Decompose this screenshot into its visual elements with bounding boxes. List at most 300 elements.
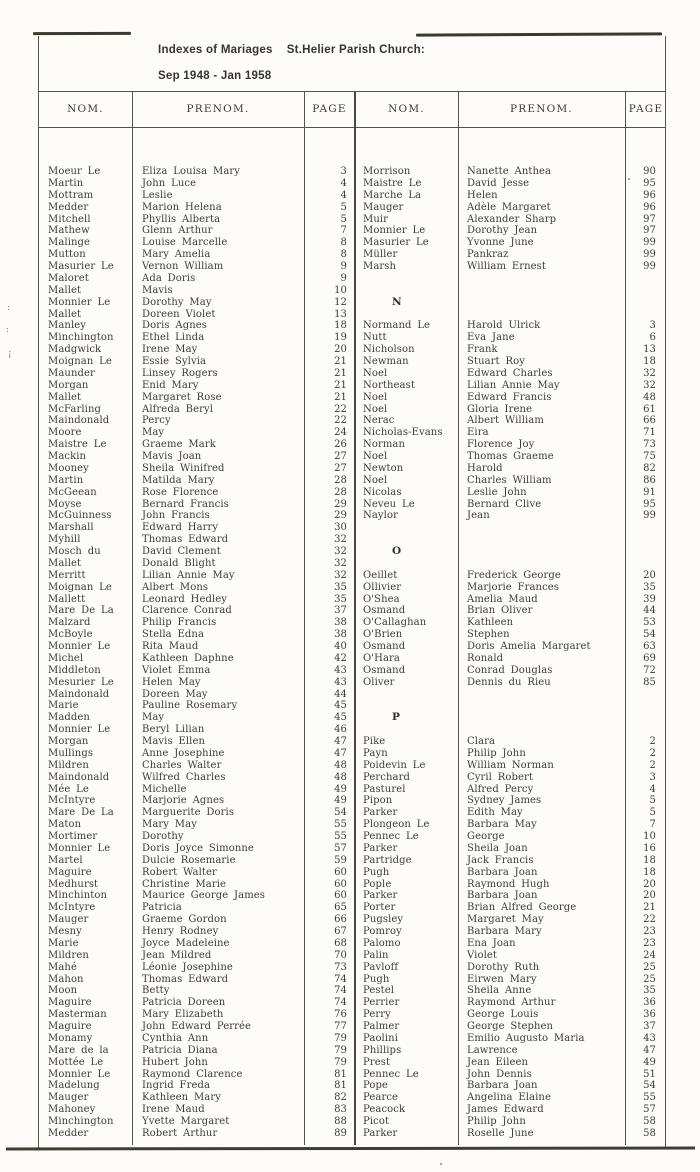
prenom-cell: Leslie: [142, 189, 173, 201]
section-letter: P: [392, 711, 401, 724]
page-cell: 44: [643, 605, 656, 617]
prenom-cell: Linsey Rogers: [142, 367, 218, 379]
table-row: [355, 760, 667, 772]
nom-cell: O'Callaghan: [363, 617, 427, 629]
nom-cell: Maistre Le: [363, 177, 422, 189]
page-cell: 81: [334, 1068, 347, 1080]
page-cell: 72: [643, 664, 656, 676]
table-row: [355, 1080, 667, 1092]
page-cell: 47: [334, 747, 347, 759]
table-row: [39, 629, 355, 641]
nom-cell: Mare De La: [48, 807, 114, 819]
prenom-cell: Albert Mons: [142, 581, 209, 593]
nom-cell: Mare De La: [48, 605, 114, 617]
table-row: [355, 249, 667, 261]
prenom-cell: George Louis: [467, 1009, 539, 1021]
section-letter: O: [392, 545, 403, 557]
nom-cell: Mutton: [48, 249, 86, 261]
nom-cell: Monamy: [48, 1032, 93, 1044]
prenom-cell: Dorothy: [142, 831, 184, 842]
nom-cell: Mullings: [48, 747, 94, 759]
nom-cell: Pipon: [363, 795, 393, 807]
prenom-cell: Wilfred Charles: [142, 771, 226, 783]
prenom-cell: Charles William: [467, 474, 552, 486]
nom-cell: Mottée Le: [48, 1056, 104, 1068]
page-cell: 5: [649, 795, 656, 807]
prenom-cell: Kathleen Daphne: [142, 652, 234, 664]
table-row: [39, 356, 355, 368]
nom-cell: Mahé: [48, 961, 77, 973]
prenom-cell: Alexander Sharp: [467, 213, 557, 225]
prenom-cell: Frederick George: [467, 569, 561, 581]
prenom-cell: Sydney James: [467, 795, 542, 807]
table-row: [355, 784, 667, 796]
table-row: [355, 653, 667, 665]
nom-cell: McFarling: [48, 403, 101, 415]
nom-cell: Oeillet: [363, 569, 398, 581]
table-row: [39, 510, 355, 522]
nom-cell: Normand Le: [363, 320, 431, 332]
nom-cell: Müller: [363, 249, 398, 261]
nom-cell: Moyse: [48, 498, 82, 510]
page-cell: 55: [334, 819, 347, 831]
prenom-cell: Patricia: [142, 902, 182, 914]
table-row: [355, 617, 667, 629]
page-cell: 66: [643, 415, 656, 427]
prenom-cell: Pankraz: [467, 249, 509, 261]
marriage-index-table: [38, 36, 666, 1148]
table-row: [355, 748, 667, 760]
table-row: [355, 1021, 667, 1033]
page-cell: 51: [643, 1068, 656, 1080]
prenom-cell: Charles Walter: [142, 759, 222, 771]
nom-cell: Noel: [363, 367, 388, 379]
prenom-cell: Doreen May: [142, 688, 208, 700]
table-row: [355, 938, 667, 950]
prenom-cell: Rose Florence: [142, 486, 219, 498]
page-cell: 29: [334, 510, 347, 522]
page-cell: 65: [334, 902, 347, 914]
page-title: [158, 44, 425, 56]
spacer-row: [355, 309, 667, 321]
nom-cell: Parker: [363, 890, 398, 902]
table-row: [39, 855, 355, 867]
nom-cell: McBoyle: [48, 629, 93, 641]
nom-cell: Malinge: [48, 237, 91, 249]
nom-cell: Madden: [48, 712, 90, 724]
scan-margin-mark: :: [6, 325, 10, 335]
prenom-cell: Yvonne June: [467, 237, 534, 249]
page-cell: 6: [649, 332, 656, 344]
page-cell: 74: [334, 985, 347, 997]
nom-cell: Nicholas-Evans: [363, 427, 443, 439]
prenom-cell: Mary May: [142, 819, 197, 831]
table-row: [355, 237, 667, 249]
page-cell: 18: [643, 854, 656, 866]
table-row: [39, 309, 355, 321]
table-row: [355, 427, 667, 439]
prenom-cell: Léonie Josephine: [142, 961, 233, 973]
nom-cell: Mosch du: [48, 546, 101, 557]
page-cell: 57: [643, 1104, 656, 1116]
prenom-cell: Bernard Francis: [142, 498, 229, 510]
page-cell: 21: [334, 391, 347, 403]
table-row: [39, 1116, 355, 1128]
page-cell: 9: [340, 261, 347, 272]
prenom-cell: Louise Marcelle: [142, 237, 228, 249]
page-cell: 77: [334, 1021, 347, 1032]
prenom-cell: David Jesse: [467, 177, 530, 189]
table-row: [355, 677, 667, 689]
page-cell: 2: [649, 759, 656, 771]
page-cell: 22: [643, 914, 656, 926]
page-cell: 20: [334, 344, 347, 356]
page-cell: 54: [334, 807, 347, 819]
table-row: [355, 582, 667, 594]
nom-cell: Pugh: [363, 866, 390, 878]
scan-speck: [440, 1163, 442, 1165]
prenom-cell: Dulcie Rosemarie: [142, 854, 236, 866]
table-row: [355, 962, 667, 974]
prenom-cell: Marjorie Frances: [467, 581, 560, 593]
nom-cell: Nicolas: [363, 486, 402, 498]
nom-cell: Nerac: [363, 415, 395, 427]
prenom-cell: John Edward Perrée: [142, 1021, 252, 1032]
table-row: [39, 867, 355, 879]
page-cell: 45: [334, 700, 347, 712]
nom-cell: Norman: [363, 439, 406, 451]
prenom-cell: Ada Doris: [142, 272, 196, 284]
table-row: [39, 297, 355, 309]
table-row: [39, 1057, 355, 1069]
page-cell: 9: [340, 272, 347, 284]
table-row: [355, 451, 667, 463]
page-cell: 58: [643, 1127, 656, 1139]
table-row: [355, 605, 667, 617]
nom-cell: O'Hara: [363, 652, 400, 664]
prenom-cell: Maurice George James: [142, 890, 266, 902]
page-cell: 19: [334, 332, 347, 344]
table-row: [39, 463, 355, 475]
nom-cell: Masterman: [48, 1009, 107, 1021]
prenom-cell: Jean Eileen: [467, 1056, 529, 1068]
nom-cell: Partridge: [363, 854, 412, 866]
page-cell: 45: [334, 712, 347, 724]
table-row: [39, 570, 355, 582]
nom-cell: Newton: [363, 462, 404, 474]
page-cell: 53: [643, 617, 656, 629]
prenom-cell: Rita Maud: [142, 641, 199, 652]
table-row: [39, 926, 355, 938]
table-row: [355, 214, 667, 226]
nom-cell: Minchington: [48, 332, 114, 344]
table-row: [39, 1092, 355, 1104]
nom-cell: Palomo: [363, 937, 401, 949]
prenom-cell: Joyce Madeleine: [142, 937, 230, 949]
page-cell: 68: [334, 937, 347, 949]
prenom-cell: Frank: [467, 344, 498, 356]
table-row: [39, 760, 355, 772]
prenom-cell: Patricia Doreen: [142, 997, 226, 1009]
page-cell: 38: [334, 617, 347, 629]
table-row: [355, 225, 667, 237]
table-row: [355, 641, 667, 653]
page-cell: 95: [643, 177, 656, 189]
table-row: [355, 475, 667, 487]
prenom-cell: Doreen Violet: [142, 308, 216, 320]
page-cell: 99: [643, 237, 656, 249]
prenom-cell: Barbara May: [467, 819, 537, 831]
section-header-row: [355, 546, 667, 558]
table-row: [355, 855, 667, 867]
page-cell: 88: [334, 1116, 347, 1127]
table-row: [39, 594, 355, 606]
index-column-right: [355, 166, 667, 1140]
page-cell: 10: [334, 284, 347, 296]
prenom-cell: Bernard Clive: [467, 498, 542, 510]
table-row: [355, 1033, 667, 1045]
spacer-row: [355, 273, 667, 285]
nom-cell: Martin: [48, 474, 84, 486]
page-cell: 20: [643, 569, 656, 581]
page-cell: 57: [334, 842, 347, 854]
nom-cell: Malzard: [48, 617, 91, 629]
table-row: [39, 332, 355, 344]
prenom-cell: Henry Rodney: [142, 926, 219, 937]
nom-cell: Mildren: [48, 759, 89, 771]
table-row: [355, 570, 667, 582]
page-cell: 58: [643, 1116, 656, 1127]
nom-cell: Monnier Le: [48, 296, 111, 308]
nom-cell: Martin: [48, 177, 84, 189]
prenom-cell: Enid Mary: [142, 379, 199, 391]
nom-cell: Monnier Le: [48, 641, 111, 652]
prenom-cell: Eliza Louisa Mary: [142, 166, 241, 177]
page-cell: 32: [334, 569, 347, 581]
page-cell: 13: [334, 308, 347, 320]
page-cell: 90: [643, 166, 656, 177]
prenom-cell: Ethel Linda: [142, 332, 205, 344]
table-row: [355, 510, 667, 522]
prenom-cell: Raymond Arthur: [467, 997, 556, 1009]
page-cell: 18: [334, 320, 347, 332]
prenom-cell: John Luce: [142, 177, 197, 189]
prenom-cell: Ingrid Freda: [142, 1080, 211, 1092]
nom-cell: Pople: [363, 878, 392, 890]
page-cell: 83: [334, 1104, 347, 1116]
page-cell: 25: [643, 961, 656, 973]
prenom-cell: Sheila Winifred: [142, 462, 225, 474]
nom-cell: Noel: [363, 474, 388, 486]
nom-cell: Mauger: [48, 1092, 89, 1104]
prenom-cell: Raymond Hugh: [467, 878, 550, 890]
prenom-cell: Michelle: [142, 783, 187, 795]
page-cell: 44: [334, 688, 347, 700]
nom-cell: Perry: [363, 1009, 391, 1021]
page-cell: 54: [643, 1080, 656, 1092]
nom-cell: Pope: [363, 1080, 389, 1092]
column-header-page-left: PAGE: [312, 103, 347, 115]
page-cell: 22: [334, 403, 347, 415]
page-cell: 61: [643, 403, 656, 415]
nom-cell: Parker: [363, 807, 398, 819]
prenom-cell: Clara: [467, 736, 496, 747]
nom-cell: Moignan Le: [48, 581, 112, 593]
prenom-cell: Brian Oliver: [467, 605, 533, 617]
page-cell: 5: [340, 201, 347, 213]
nom-cell: O'Brien: [363, 629, 403, 641]
prenom-cell: Matilda Mary: [142, 474, 215, 486]
nom-cell: Moon: [48, 985, 78, 997]
page-cell: 97: [643, 225, 656, 237]
page-cell: 23: [643, 926, 656, 937]
nom-cell: Picot: [363, 1116, 390, 1127]
prenom-cell: Betty: [142, 985, 170, 997]
nom-cell: Maindonald: [48, 771, 110, 783]
page-cell: 26: [334, 439, 347, 451]
prenom-cell: Leslie John: [467, 486, 527, 498]
nom-cell: Marsh: [363, 261, 397, 272]
scan-speck: [628, 178, 630, 180]
prenom-cell: Lilian Annie May: [142, 569, 235, 581]
table-row: [355, 819, 667, 831]
table-row: [355, 1104, 667, 1116]
page-cell: 39: [643, 593, 656, 605]
prenom-cell: Edward Charles: [467, 367, 553, 379]
page-cell: 49: [334, 795, 347, 807]
nom-cell: Mooney: [48, 462, 89, 474]
prenom-cell: William Ernest: [467, 261, 547, 272]
page-cell: 21: [643, 902, 656, 914]
prenom-cell: Edith May: [467, 807, 523, 819]
prenom-cell: Glenn Arthur: [142, 225, 213, 237]
nom-cell: Noel: [363, 403, 388, 415]
table-row: [355, 950, 667, 962]
nom-cell: Pomroy: [363, 926, 402, 937]
page-cell: 73: [643, 439, 656, 451]
prenom-cell: Beryl Lilian: [142, 724, 205, 736]
table-row: [39, 534, 355, 546]
page-cell: 48: [643, 391, 656, 403]
page-cell: 43: [643, 1032, 656, 1044]
page-cell: 99: [643, 249, 656, 261]
prenom-cell: John Francis: [142, 510, 210, 522]
table-row: [39, 249, 355, 261]
nom-cell: Merritt: [48, 569, 86, 581]
page-cell: 16: [643, 842, 656, 854]
prenom-cell: Phyllis Alberta: [142, 213, 221, 225]
table-row: [355, 890, 667, 902]
table-row: [39, 261, 355, 273]
page-cell: 66: [334, 914, 347, 926]
table-row: [39, 807, 355, 819]
table-row: [39, 368, 355, 380]
table-row: [39, 605, 355, 617]
nom-cell: Mathew: [48, 225, 90, 237]
page-cell: 22: [334, 415, 347, 427]
prenom-cell: Amelia Maud: [467, 593, 538, 605]
page-cell: 18: [643, 356, 656, 367]
nom-cell: Maton: [48, 819, 82, 831]
prenom-cell: May: [142, 427, 165, 439]
prenom-cell: Patricia Diana: [142, 1044, 218, 1056]
table-row: [39, 938, 355, 950]
table-row: [39, 439, 355, 451]
prenom-cell: Ena Joan: [467, 937, 516, 949]
table-row: [355, 1116, 667, 1128]
page-cell: 49: [334, 783, 347, 795]
table-row: [355, 1045, 667, 1057]
prenom-cell: Dennis du Rieu: [467, 676, 551, 688]
prenom-cell: Philip John: [467, 1116, 526, 1127]
nom-cell: Paolini: [363, 1032, 398, 1044]
prenom-cell: Mavis Ellen: [142, 736, 206, 747]
index-column-left: [39, 166, 355, 1140]
prenom-cell: Emilio Augusto Maria: [467, 1032, 585, 1044]
page-cell: 95: [643, 498, 656, 510]
nom-cell: Minchinton: [48, 890, 108, 902]
nom-cell: Michel: [48, 652, 84, 664]
page-cell: 38: [334, 629, 347, 641]
nom-cell: Peacock: [363, 1104, 406, 1116]
table-row: [355, 902, 667, 914]
nom-cell: Mesurier Le: [48, 676, 114, 688]
page-cell: 3: [340, 166, 347, 177]
prenom-cell: David Clement: [142, 546, 221, 557]
nom-cell: Maguire: [48, 997, 92, 1009]
prenom-cell: Stella Edna: [142, 629, 205, 641]
nom-cell: Minchington: [48, 1116, 114, 1127]
nom-cell: Palmer: [363, 1021, 400, 1032]
page-cell: 27: [334, 451, 347, 462]
scan-top-rule-fragment-left: [33, 32, 131, 35]
page-cell: 96: [643, 201, 656, 213]
scan-margin-mark: :: [7, 303, 11, 313]
prenom-cell: Eirwen Mary: [467, 973, 537, 985]
prenom-cell: Lawrence: [467, 1044, 518, 1056]
prenom-cell: Thomas Edward: [142, 973, 229, 985]
table-row: [39, 950, 355, 962]
prenom-cell: Jack Francis: [467, 854, 534, 866]
table-row: [39, 843, 355, 855]
title-part2: St.Helier Parish Church:: [286, 44, 425, 56]
prenom-cell: George: [467, 831, 505, 842]
table-row: [355, 380, 667, 392]
table-row: [39, 1009, 355, 1021]
prenom-cell: Mary Elizabeth: [142, 1009, 224, 1021]
page-cell: 32: [334, 546, 347, 557]
table-row: [355, 178, 667, 190]
nom-cell: McGuinness: [48, 510, 112, 522]
nom-cell: Masurier Le: [48, 261, 114, 272]
table-row: [39, 1080, 355, 1092]
prenom-cell: Mavis: [142, 284, 173, 296]
nom-cell: Pennec Le: [363, 1068, 419, 1080]
page-cell: 73: [334, 961, 347, 973]
nom-cell: Middleton: [48, 664, 101, 676]
page-cell: 2: [649, 747, 656, 759]
prenom-cell: Albert William: [467, 415, 544, 427]
page-cell: 49: [643, 1056, 656, 1068]
nom-cell: Pugh: [363, 973, 390, 985]
page-cell: 24: [334, 427, 347, 439]
page-cell: 40: [334, 641, 347, 652]
page-cell: 60: [334, 890, 347, 902]
table-row: [39, 1021, 355, 1033]
table-row: [355, 985, 667, 997]
page-cell: 60: [334, 878, 347, 890]
page-cell: 91: [643, 486, 656, 498]
